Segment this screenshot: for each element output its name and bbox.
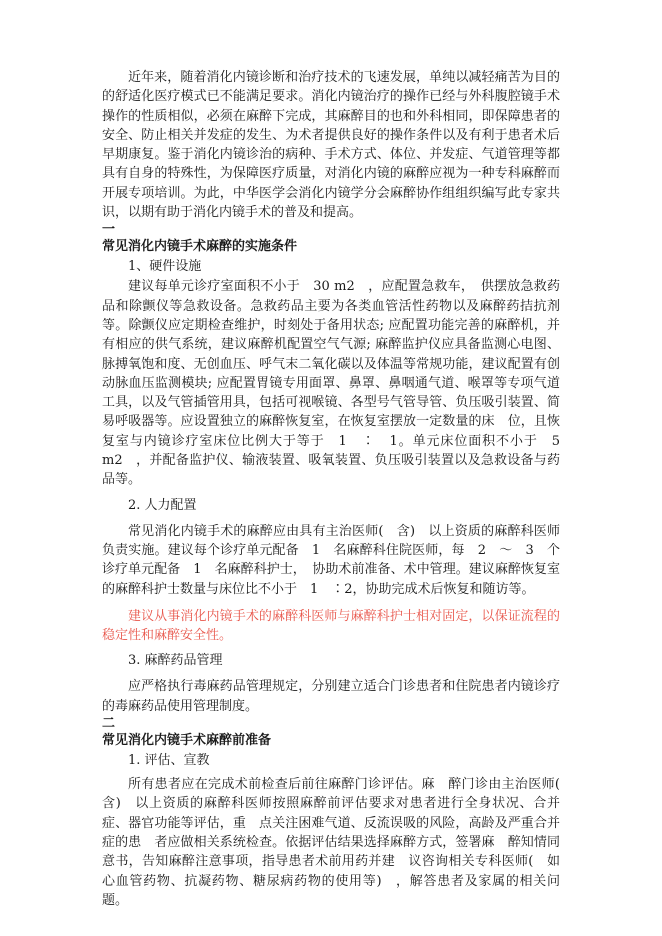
section-2-1-paragraph: 所有患者应在完成术前检查后前往麻醉门诊评估。麻 醉门诊由主治医师( 含) 以上资质的麻醉科医师按照麻醉前评估要求对患者进行全身状况、合并症、器官功能等评估，重 点关注困难气道、反流误吸的风险，高龄及严重合并症的患 者应做相关系统检查。依据评估结果选择麻醉方式，签署麻 醉知情同意书，告知麻醉注意事项，指导患者术前用药并建 议咨询相关专科医师( 如心血管药物、抗凝药物、糖尿病药物的使用等) ，解答患者及家属的相关问题。 — [102, 777, 574, 908]
document-page — [102, 68, 574, 910]
section-1-2-heading: 2. 人力配置 — [128, 497, 197, 513]
section-2-title: 常见消化内镜手术麻醉前准备 — [102, 733, 272, 749]
section-2-number: 二 — [102, 716, 116, 732]
section-1-1-heading: 1、硬件设施 — [128, 259, 202, 275]
section-1-2-paragraph: 常见消化内镜手术的麻醉应由具有主治医师( 含) 以上资质的麻醉科医师负责实施。建议每个诊疗单元配备 1 名麻醉科住院医师，每 2 ～ 3 个诊疗单元配备 1 名麻醉科护士， 协助术前准备、术中管理。建议麻醉恢复室的麻醉科护士数量与床位比不小于 1 ∶2，协助完成术后恢复和随访等。 — [102, 523, 560, 597]
intro-paragraph: 近年来，随着消化内镜诊断和治疗技术的飞速发展，单纯以减轻痛苦为目的的舒适化医疗模式已不能满足要求。消化内镜治疗的操作已经与外科腹腔镜手术操作的性质相似，必须在麻醉下完成，其麻醉目的也和外科相同，即保障患者的安全、防止相关并发症的发生、为术者提供良好的操作条件以及有利于患者术后早期康复。鉴于消化内镜诊治的病种、手术方式、体位、并发症、气道管理等都具有自身的特殊性，为保障医疗质量，对消化内镜的麻醉应视为一种专科麻醉而开展专项培训。为此，中华医学会消化内镜学分会麻醉协作组组织编写此专家共识，以期有助于消化内镜手术的普及和提高。 — [102, 70, 560, 221]
section-1-1-paragraph: 建议每单元诊疗室面积不小于 30 m2 ，应配置急救车， 供摆放急救药品和除颤仪等急救设备。急救药品主要为各类血管活性药物以及麻醉药拮抗剂等。除颤仪应定期检查维护，时刻处于备用状态; 应配置功能完善的麻醉机，并有相应的供气系统，建议麻醉机配置空气气源; 麻醉监护仪应具备监测心电图、脉搏氧饱和度、无创血压、呼气末二氧化碳以及体温等常规功能，建议配置有创动脉血压监测模块; 应配置胃镜专用面罩、鼻罩、鼻咽通气道、喉罩等专项气道工具，以及气管插管用具，包括可视喉镜、各型号气管导管、负压吸引装置、简易呼吸器等。应设置独立的麻醉恢复室，在恢复室摆放一定数量的床 位，且恢复室与内镜诊疗室床位比例大于等于 1 ∶ 1。单元床位面积不小于 5 m2 ，并配备监护仪、输液装置、吸氧装置、负压吸引装置以及急救设备与药品等。 — [102, 279, 560, 488]
section-1-2-highlight-note: 建议从事消化内镜手术的麻醉科医师与麻醉科护士相对固定，以保证流程的稳定性和麻醉安全性。 — [102, 608, 560, 644]
section-1-3-heading: 3. 麻醉药品管理 — [128, 653, 223, 669]
section-1-title: 常见消化内镜手术麻醉的实施条件 — [102, 239, 298, 255]
section-2-1-heading: 1. 评估、宣教 — [128, 753, 210, 769]
section-1-number: 一 — [102, 222, 116, 238]
section-1-3-paragraph: 应严格执行毒麻药品管理规定，分别建立适合门诊患者和住院患者内镜诊疗的毒麻药品使用管理制度。 — [102, 679, 560, 714]
